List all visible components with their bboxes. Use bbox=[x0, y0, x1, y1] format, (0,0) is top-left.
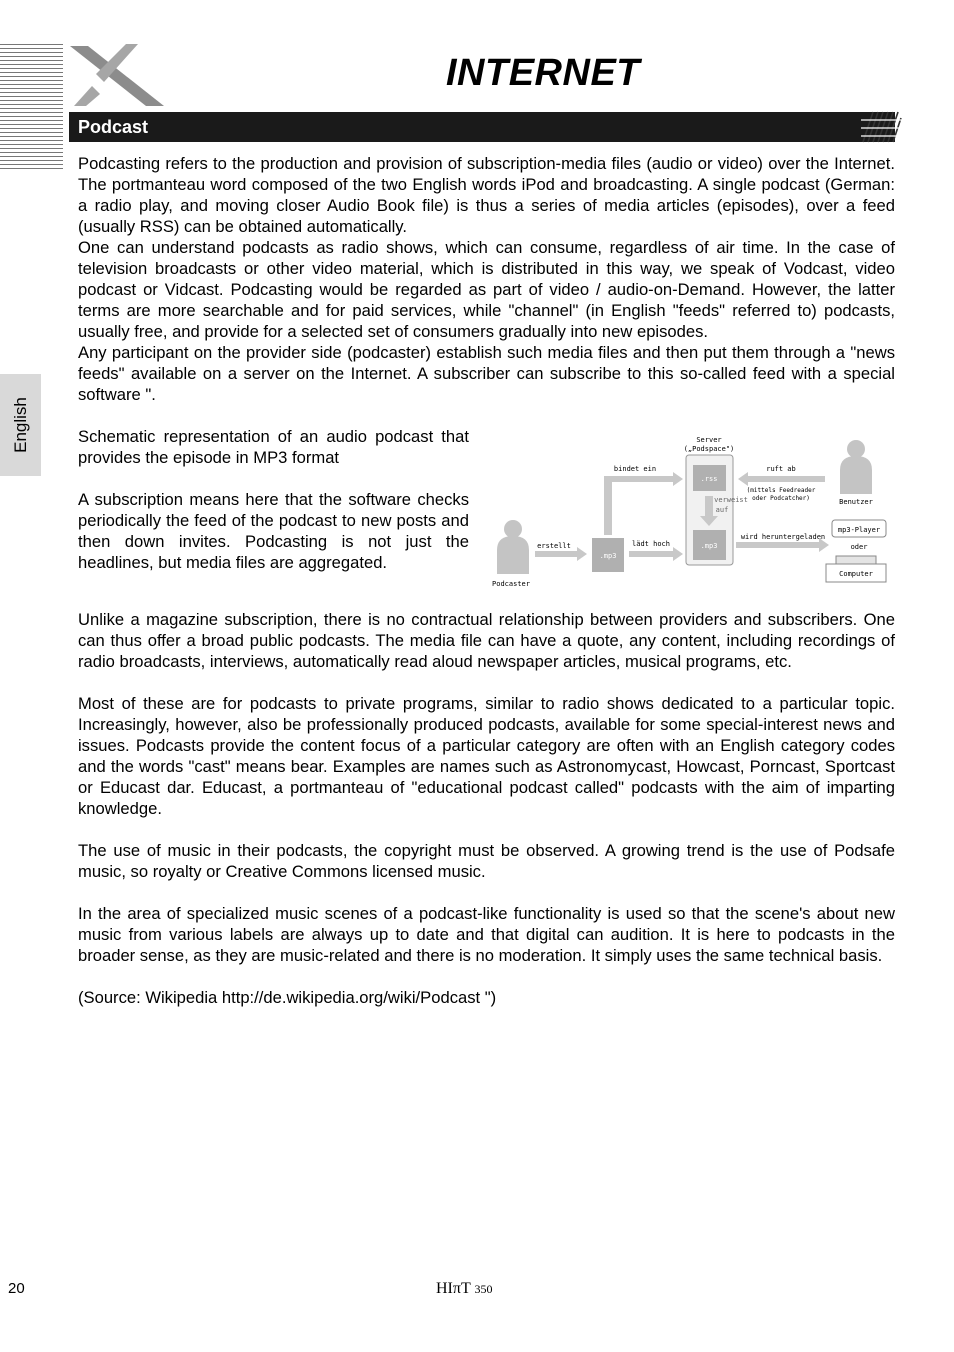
mp3-player-label: mp3-Player bbox=[837, 526, 881, 534]
verweist-label: verweist bbox=[714, 496, 748, 504]
oder-label: oder bbox=[850, 543, 868, 551]
diagram-section bbox=[78, 426, 895, 588]
bindet-ein-label: bindet ein bbox=[613, 465, 657, 473]
podcaster-label: Podcaster bbox=[492, 580, 530, 588]
brand-logo-x bbox=[66, 40, 166, 112]
paragraph: Schematic representation of an audio podcast that provides the episode in MP3 format bbox=[78, 427, 469, 467]
paragraph: Most of these are for podcasts to private programs, similar to radio shows dedicated to a particular topic. Increasingly, however, also be professionally produced podcasts, available for some special-interest news and issues. Podcasts provide the content focus of a particular category are often with an English category codes and the words "cast" means bear. Examples are names such as Astronomycast, Howcast, Porncast, Sportcast or Educast dar. Educast, a portmanteau of "educational podcast called" podcasts with the aim of imparting knowledge. bbox=[78, 694, 895, 818]
paragraph: In the area of specialized music scenes of a podcast-like functionality is used so that the scene's about new music from various labels are always up to date and that digital can audition. It is here to podcasts in the broader sense, as they are music-related and there is no moderation. It simply uses the same technical basis. bbox=[78, 904, 895, 965]
server-label: Server bbox=[696, 436, 722, 444]
paragraph: Unlike a magazine subscription, there is no contractual relationship between providers and subscribers. One can thus offer a broad public podcasts. The media file can have a quote, any content, including recordings of radio broadcasts, interviews, automatically read aloud newspaper articles, musical programs, etc. bbox=[78, 610, 895, 671]
computer-label: Computer bbox=[839, 570, 873, 578]
language-label: English bbox=[10, 397, 30, 453]
laedt-hoch-arrow bbox=[629, 547, 683, 561]
benutzer-body bbox=[840, 456, 872, 494]
benutzer-head bbox=[847, 440, 865, 458]
laedt-hoch-label: lädt hoch bbox=[632, 540, 670, 548]
model-number: 350 bbox=[474, 1282, 493, 1296]
page-title: INTERNET bbox=[446, 52, 640, 94]
podcaster-body bbox=[497, 536, 529, 574]
paragraph: One can understand podcasts as radio shows, which can consume, regardless of air time. In the case of television broadcasts or other video material, which is distributed in this way, we speak of Vodcast, video podcast or Vidcast. Podcasting would be regarded as part of video / audio-on-Demand. However, the latter terms are more searchable and for paid services, while "channel" (in English "feeds" referred to) podcasts, usually free, and provide for a selected set of consumers gradually into new episodes. bbox=[78, 238, 895, 341]
bindet-ein-arrow bbox=[604, 472, 683, 535]
section-title: Podcast bbox=[78, 117, 149, 137]
ruft-ab-sub1: (mittels Feedreader bbox=[746, 487, 816, 494]
paragraph: The use of music in their podcasts, the copyright must be observed. A growing trend is the use of Podsafe music, so royalty or Creative Commons licensed music. bbox=[78, 841, 895, 881]
heading-hatch-decoration bbox=[861, 110, 903, 144]
source-citation: (Source: Wikipedia http://de.wikipedia.org/wiki/Podcast ") bbox=[78, 988, 497, 1007]
language-tab bbox=[0, 374, 41, 476]
computer-top bbox=[836, 556, 876, 564]
model-main: HIπT bbox=[436, 1280, 471, 1297]
page-number: 20 bbox=[8, 1280, 25, 1297]
ruft-ab-arrow bbox=[738, 472, 825, 486]
local-mp3-label: .mp3 bbox=[599, 552, 617, 560]
benutzer-label: Benutzer bbox=[839, 498, 873, 506]
paragraph: Any participant on the provider side (podcaster) establish such media files and then put them through a "news feeds" available on a server on the Internet. A subscriber can subscribe to this so-called feed with a special software ". bbox=[78, 343, 895, 404]
podcaster-head bbox=[504, 520, 522, 538]
auf-label: auf bbox=[715, 506, 729, 514]
model-name bbox=[436, 1280, 492, 1298]
rss-label: .rss bbox=[700, 475, 718, 483]
download-label: wird heruntergeladen bbox=[740, 533, 826, 541]
paragraph: Podcasting refers to the production and provision of subscription-media files (audio or video) over the Internet. The portmanteau word composed of the two English words iPod and broadcasting. A single podcast (German: a radio play, and moving closer Audio Book file) is thus a series of media articles (episodes), over a feed (usually RSS) can be obtained automatically. bbox=[78, 154, 895, 236]
header-stripes bbox=[0, 44, 63, 172]
ruft-ab-label: ruft ab bbox=[766, 465, 796, 473]
server-sublabel: („Podspace") bbox=[683, 445, 735, 453]
erstellt-label: erstellt bbox=[537, 542, 571, 550]
server-mp3-label: .mp3 bbox=[700, 542, 718, 550]
article-body bbox=[78, 153, 895, 1008]
section-heading bbox=[69, 112, 895, 142]
paragraph: A subscription means here that the software checks periodically the feed of the podcast to new posts and then down invites. Podcasting is not just the headlines, but media files are aggregated. bbox=[78, 490, 469, 572]
ruft-ab-sub2: oder Podcatcher) bbox=[752, 495, 810, 502]
podcast-diagram bbox=[483, 428, 895, 588]
